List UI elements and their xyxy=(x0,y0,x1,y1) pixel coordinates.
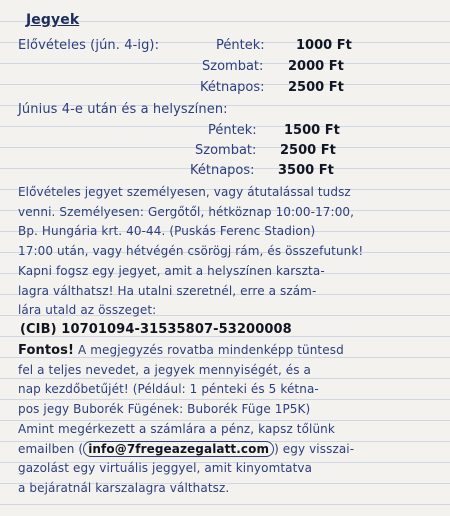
body-line: lagra válthatsz! Ha utalni szeretnél, erre a szám- xyxy=(18,284,317,298)
page-title: Jegyek xyxy=(26,12,80,28)
body-line: Elővételes jegyet személyesen, vagy átutalással tudsz xyxy=(18,185,351,199)
email-address: info@7fregeazegalatt.com xyxy=(88,442,270,456)
body-line: pos jegy Buborék Fügének: Buborék Füge 1P5K) xyxy=(18,402,311,416)
important-label: Fontos! xyxy=(18,343,75,358)
body-line xyxy=(18,441,354,457)
onsite-twoday-label: Kétnapos: xyxy=(190,163,255,178)
email-link[interactable] xyxy=(83,441,274,457)
presale-friday-label: Péntek: xyxy=(216,38,265,53)
body-line: venni. Személyesen: Gergőtől, hétköznap 10:00-17:00, xyxy=(18,205,355,219)
onsite-twoday-price: 3500 Ft xyxy=(278,163,334,178)
body-line: Amint megérkezett a számlára a pénz, kapsz tőlünk xyxy=(18,422,335,436)
onsite-saturday-label: Szombat: xyxy=(195,143,257,158)
onsite-friday-price: 1500 Ft xyxy=(284,123,340,138)
presale-heading: Elővételes (jún. 4-ig): xyxy=(18,38,160,53)
presale-twoday-price: 2500 Ft xyxy=(288,80,344,95)
body-line: 17:00 után, vagy hétvégén csörögj rám, és összefutunk! xyxy=(18,244,364,258)
body-line: Bp. Hungária krt. 40-44. (Puskás Ferenc Stadion) xyxy=(18,224,316,238)
onsite-heading: Június 4-e után és a helyszínen: xyxy=(18,102,228,117)
body-line: a bejáratnál karszalagra válthatsz. xyxy=(18,481,230,495)
body-line: lára utald az összeget: xyxy=(18,303,157,317)
body-line: nap kezdőbetűjét! (Például: 1 pénteki és 5 kétna- xyxy=(18,382,319,396)
presale-saturday-label: Szombat: xyxy=(202,59,264,74)
onsite-saturday-price: 2500 Ft xyxy=(280,143,336,158)
bank-account-number: (CIB) 10701094-31535807-53200008 xyxy=(20,322,292,337)
body-line: gazolást egy virtuális jeggyel, amit kinyomtatva xyxy=(18,461,313,475)
presale-saturday-price: 2000 Ft xyxy=(288,59,344,74)
body-line: Kapni fogsz egy jegyet, amit a helyszínen karszta- xyxy=(18,264,325,278)
body-line xyxy=(18,342,344,359)
body-line: fel a teljes nevedet, a jegyek mennyiségét, és a xyxy=(18,363,311,377)
onsite-friday-label: Péntek: xyxy=(208,123,257,138)
presale-friday-price: 1000 Ft xyxy=(296,38,352,53)
presale-twoday-label: Kétnapos: xyxy=(200,80,265,95)
body-text: ) egy visszai- xyxy=(274,442,355,456)
body-text: emailben ( xyxy=(18,442,84,456)
body-text: A megjegyzés rovatba mindenképp tüntesd xyxy=(74,343,344,357)
